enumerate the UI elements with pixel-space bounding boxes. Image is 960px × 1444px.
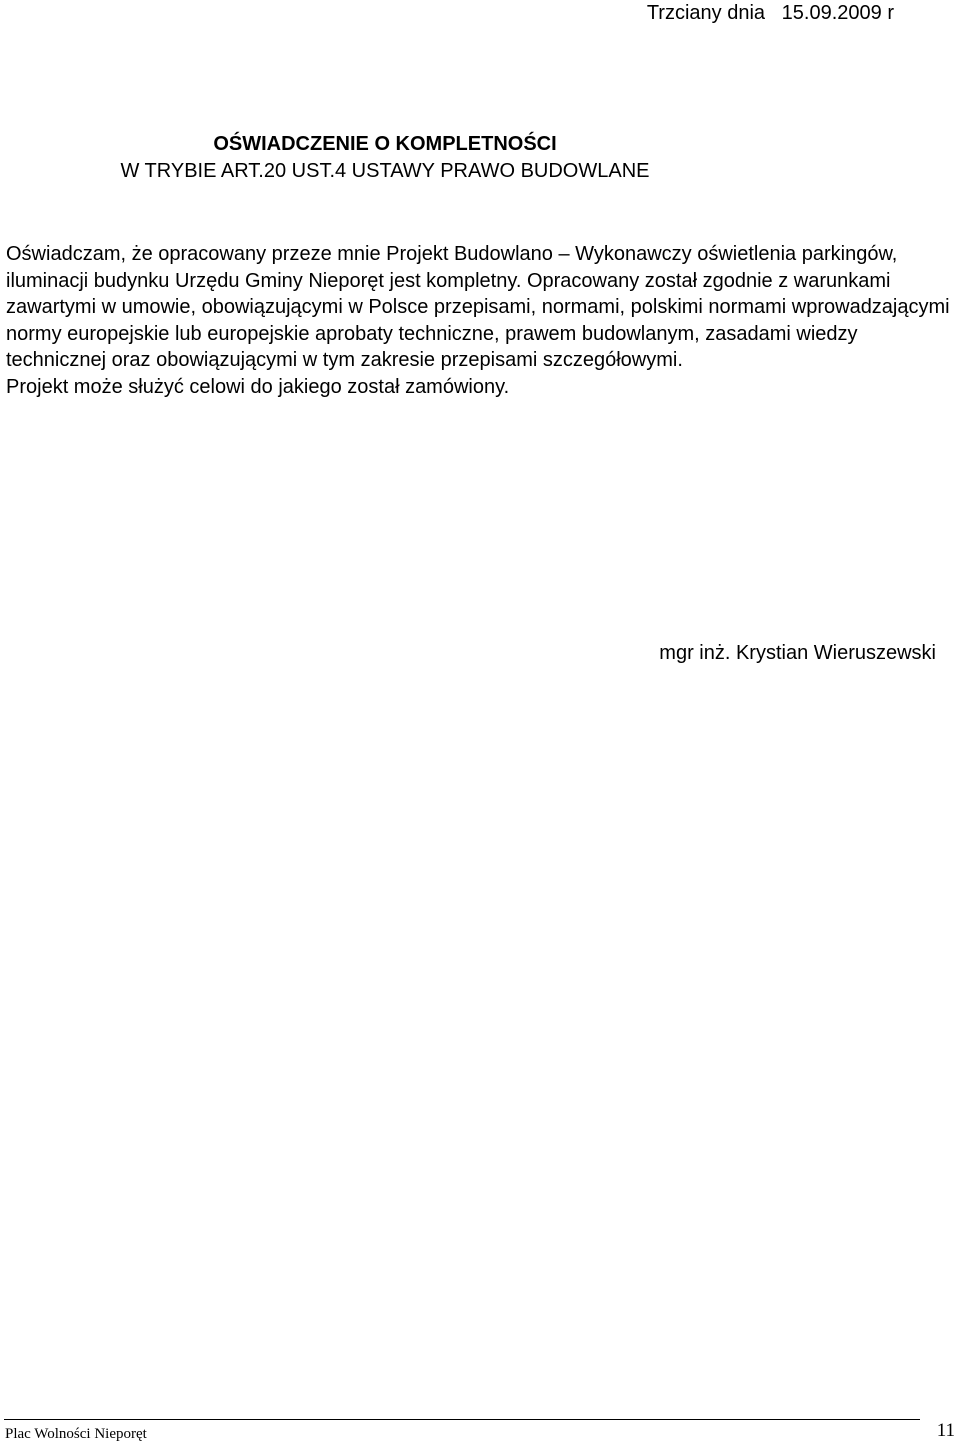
footer-location: Plac Wolności Nieporęt <box>5 1426 147 1442</box>
declaration-body <box>6 241 954 400</box>
purpose-paragraph: Projekt może służyć celowi do jakiego został zamówiony. <box>6 375 510 398</box>
title-line-1: OŚWIADCZENIE O KOMPLETNOŚCI <box>213 133 557 155</box>
page-number: 11 <box>936 1420 955 1441</box>
document-date: Trzciany dnia 15.09.2009 r <box>646 2 894 24</box>
document-title <box>0 131 770 185</box>
footer-divider <box>4 1419 920 1420</box>
signature-name: mgr inż. Krystian Wieruszewski <box>659 642 936 664</box>
title-line-2: W TRYBIE ART.20 UST.4 USTAWY PRAWO BUDOWLANE <box>120 160 650 182</box>
declaration-paragraph: Oświadczam, że opracowany przeze mnie Projekt Budowlano – Wykonawczy oświetlenia parkingów, iluminacji budynku Urzędu Gminy Nieporęt jest kompletny. Opracowany został zgodnie z warunkami zawartymi w umowie, obowiązującymi w Polsce przepisami, normami, polskimi normami wprowadzającymi normy europejskie lub europejskie aprobaty techniczne, prawem budowlanym, zasadami wiedzy technicznej oraz obowiązującymi w tym zakresie przepisami szczegółowymi. <box>6 243 950 371</box>
